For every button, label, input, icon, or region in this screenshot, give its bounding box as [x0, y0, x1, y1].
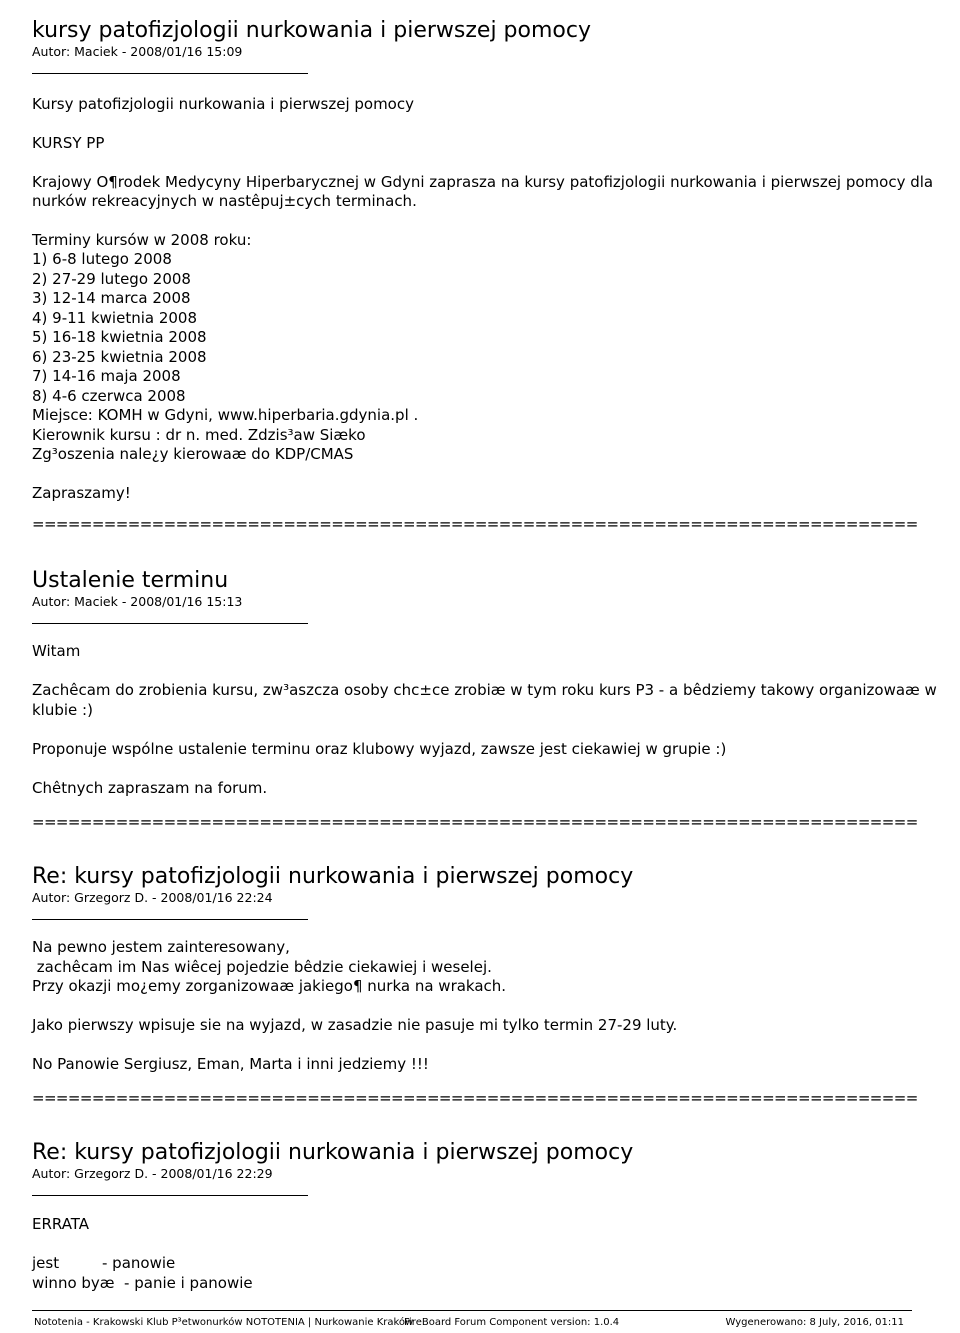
post-author-date: Autor: Maciek - 2008/01/16 15:13	[32, 594, 243, 609]
post-body-line: Zapraszamy!	[32, 484, 131, 502]
post-separator: ==========================================================================	[32, 1089, 918, 1107]
post-1	[32, 18, 942, 533]
post-body-line: zachêcam im Nas wiêcej pojedzie bêdzie ciekawiej i weselej.	[32, 958, 492, 976]
post-body-line: Kierownik kursu : dr n. med. Zdzis³aw Siæko	[32, 426, 366, 444]
post-body-line: Na pewno jestem zainteresowany,	[32, 938, 290, 956]
post-separator: ==========================================================================	[32, 515, 918, 533]
post-body-line: Proponuje wspólne ustalenie terminu oraz klubowy wyjazd, zawsze jest ciekawiej w grupie :)	[32, 740, 727, 758]
post-body-line: Miejsce: KOMH w Gdyni, www.hiperbaria.gdynia.pl .	[32, 406, 419, 424]
post-body-line: Terminy kursów w 2008 roku:	[32, 231, 252, 249]
post-body-line: 7) 14-16 maja 2008	[32, 367, 181, 385]
post-body-line: jest - panowie	[32, 1254, 176, 1272]
post-title: Ustalenie terminu	[32, 568, 229, 593]
post-title: Re: kursy patofizjologii nurkowania i pierwszej pomocy	[32, 864, 634, 889]
post-3	[32, 864, 942, 1107]
post-body-line: 8) 4-6 czerwca 2008	[32, 387, 186, 405]
post-body-line: 2) 27-29 lutego 2008	[32, 270, 191, 288]
post-body-line: Zg³oszenia nale¿y kierowaæ do KDP/CMAS	[32, 445, 354, 463]
post-body-line: 5) 16-18 kwietnia 2008	[32, 328, 207, 346]
post-author-date: Autor: Grzegorz D. - 2008/01/16 22:29	[32, 1166, 273, 1181]
post-body-line: 4) 9-11 kwietnia 2008	[32, 309, 198, 327]
post-body-line: Kursy patofizjologii nurkowania i pierwszej pomocy	[32, 95, 414, 113]
post-body-line: KURSY PP	[32, 134, 105, 152]
page-footer	[32, 1310, 912, 1333]
post-author-date: Autor: Grzegorz D. - 2008/01/16 22:24	[32, 890, 273, 905]
post-title: Re: kursy patofizjologii nurkowania i pierwszej pomocy	[32, 1140, 634, 1165]
footer-generated-date: Wygenerowano: 8 July, 2016, 01:11	[725, 1317, 904, 1328]
post-body-line: ERRATA	[32, 1215, 90, 1233]
post-body-line: winno byæ - panie i panowie	[32, 1274, 253, 1292]
post-4	[32, 1140, 942, 1292]
post-body-line: Krajowy O¶rodek Medycyny Hiperbarycznej w Gdyni zaprasza na kursy patofizjologii nurkowania i pierwszej pomocy dla	[32, 173, 934, 191]
post-body-line: 3) 12-14 marca 2008	[32, 289, 191, 307]
post-separator: ==========================================================================	[32, 813, 918, 831]
footer-site-name: Nototenia - Krakowski Klub P³etwonurków NOTOTENIA | Nurkowanie Kraków	[34, 1317, 414, 1328]
post-divider	[32, 623, 308, 624]
post-body-line: Chêtnych zapraszam na forum.	[32, 779, 268, 797]
post-body-line: Witam	[32, 642, 81, 660]
post-body-line: Jako pierwszy wpisuje sie na wyjazd, w zasadzie nie pasuje mi tylko termin 27-29 luty.	[32, 1016, 678, 1034]
post-body-line: No Panowie Sergiusz, Eman, Marta i inni jedziemy !!!	[32, 1055, 429, 1073]
post-divider	[32, 73, 308, 74]
post-body-line: klubie :)	[32, 701, 93, 719]
post-divider	[32, 919, 308, 920]
post-title: kursy patofizjologii nurkowania i pierwszej pomocy	[32, 18, 591, 43]
post-body-line: Zachêcam do zrobienia kursu, zw³aszcza osoby chc±ce zrobiæ w tym roku kurs P3 - a bêdziemy takowy organizowaæ w	[32, 681, 937, 699]
post-2	[32, 568, 942, 831]
post-author-date: Autor: Maciek - 2008/01/16 15:09	[32, 44, 243, 59]
footer-component-version: FireBoard Forum Component version: 1.0.4	[404, 1317, 620, 1328]
post-body-line: 6) 23-25 kwietnia 2008	[32, 348, 207, 366]
post-divider	[32, 1195, 308, 1196]
post-body-line: 1) 6-8 lutego 2008	[32, 250, 172, 268]
post-body-line: Przy okazji mo¿emy zorganizowaæ jakiego¶ nurka na wrakach.	[32, 977, 507, 995]
post-body-line: nurków rekreacyjnych w nastêpuj±cych terminach.	[32, 192, 417, 210]
